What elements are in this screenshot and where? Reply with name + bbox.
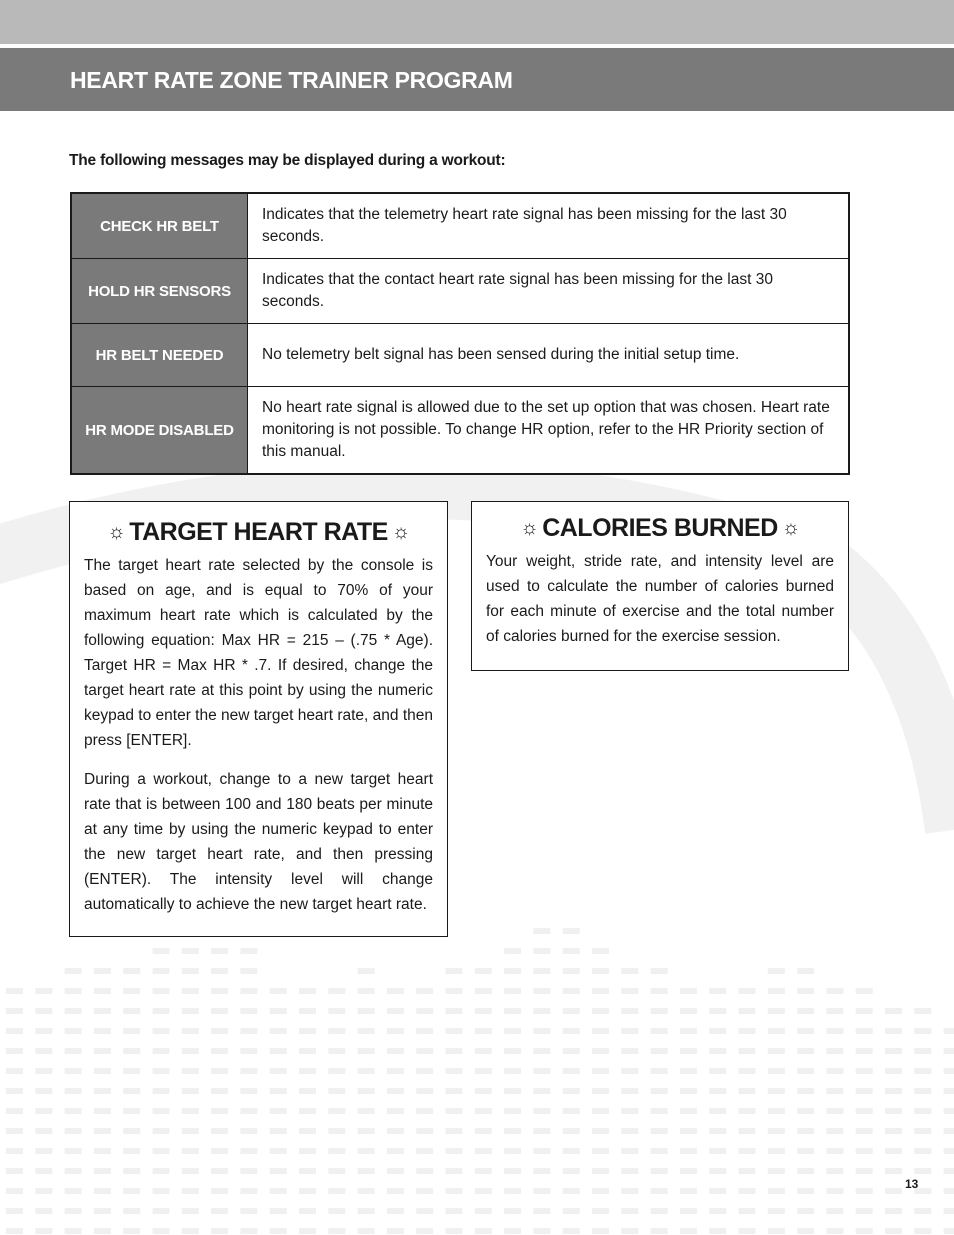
message-label: HR BELT NEEDED <box>71 324 248 387</box>
calories-burned-paragraph: Your weight, stride rate, and intensity level are used to calculate the number of calories burned for each minute of exercise and the total number of calories burned for the exercise session. <box>486 553 834 645</box>
message-label: CHECK HR BELT <box>71 193 248 259</box>
message-description: No telemetry belt signal has been sensed during the initial setup time. <box>248 324 850 387</box>
message-description: No heart rate signal is allowed due to the set up option that was chosen. Heart rate monitoring is not possible. To change HR option, refer to the HR Priority section of this manual. <box>248 387 850 475</box>
sun-icon: ☼ <box>520 517 539 539</box>
message-description: Indicates that the contact heart rate signal has been missing for the last 30 seconds. <box>248 259 850 324</box>
page-number: 13 <box>905 1177 919 1191</box>
target-heart-rate-title: TARGET HEART RATE <box>129 518 388 546</box>
calories-burned-title: CALORIES BURNED <box>542 514 778 542</box>
message-label: HR MODE DISABLED <box>71 387 248 475</box>
sun-icon: ☼ <box>391 521 410 543</box>
background-dot-pattern <box>0 900 954 1235</box>
table-row <box>71 259 849 324</box>
target-heart-rate-heading <box>84 518 433 547</box>
sun-icon: ☼ <box>781 517 800 539</box>
target-heart-rate-box <box>69 501 448 937</box>
target-heart-rate-paragraph: The target heart rate selected by the console is based on age, and is equal to 70% of your maximum heart rate which is calculated by the following equation: Max HR = 215 – (.75 * Age). Target HR = Max HR * .7. If desired, change the target heart rate at this point by using the numeric keypad to enter the new target heart rate, and then press [ENTER]. <box>84 557 433 749</box>
table-row <box>71 387 849 475</box>
calories-burned-box <box>471 501 849 671</box>
page-title: HEART RATE ZONE TRAINER PROGRAM <box>70 67 513 93</box>
calories-burned-heading <box>486 514 834 543</box>
messages-table <box>70 192 850 475</box>
target-heart-rate-paragraph: During a workout, change to a new target heart rate that is between 100 and 180 beats per minute at any time by using the numeric keypad to enter the new target heart rate, and then pressing (ENTER). The intensity level will change automatically to achieve the new target heart rate. <box>84 771 433 913</box>
message-label: HOLD HR SENSORS <box>71 259 248 324</box>
message-description: Indicates that the telemetry heart rate signal has been missing for the last 30 seconds. <box>248 193 850 259</box>
intro-text: The following messages may be displayed during a workout: <box>69 152 506 169</box>
table-row <box>71 324 849 387</box>
table-row <box>71 193 849 259</box>
sun-icon: ☼ <box>107 521 126 543</box>
